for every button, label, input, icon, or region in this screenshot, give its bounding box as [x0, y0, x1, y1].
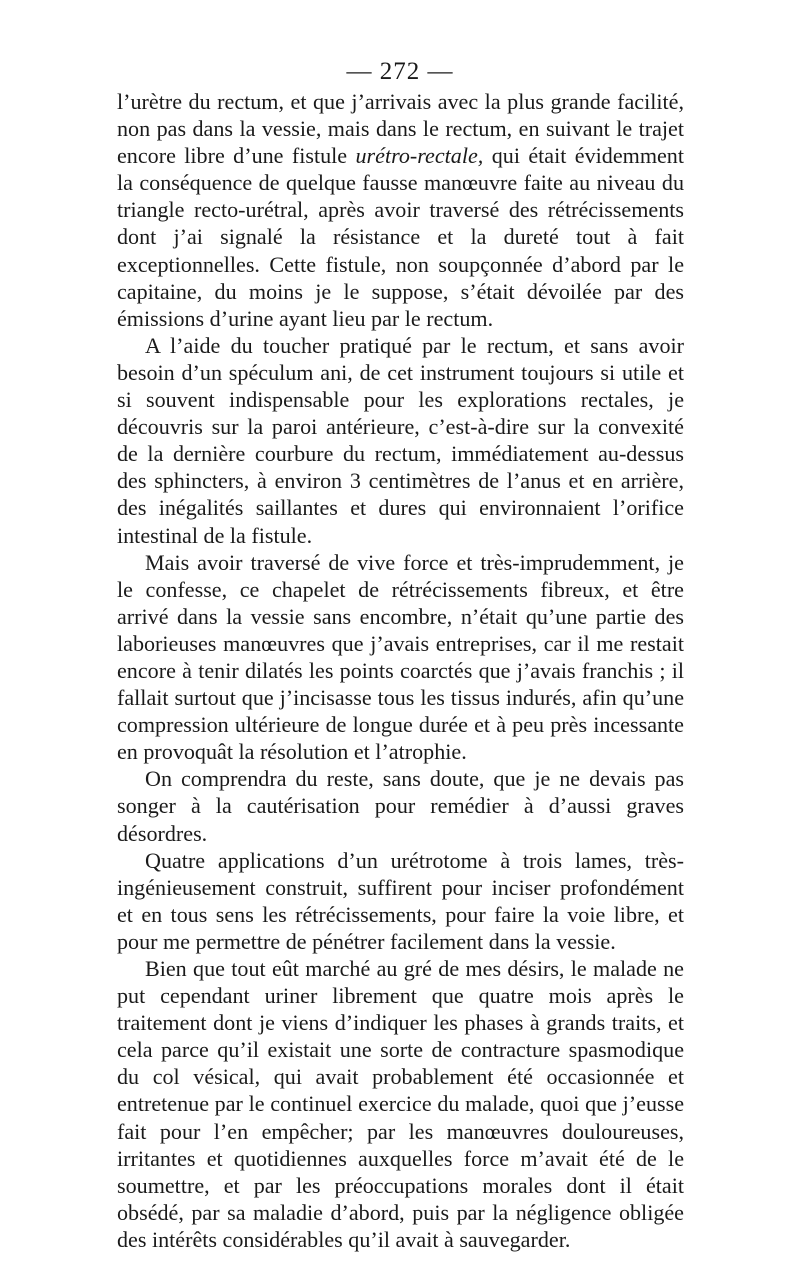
italic-term: urétro-rectale, — [355, 143, 484, 169]
paragraph-1-start: l’urètre du rectum, et que j’arrivais avec la plus grande facilité, non pas dans la vessie, mais dans le rectum, en suivant le trajet encore libre d’une fistule — [117, 89, 684, 169]
paragraph-1 — [117, 88, 684, 332]
page-number: — 272 — — [346, 58, 454, 85]
paragraph-5: Quatre applications d’un urétrotome à trois lames, très-ingénieusement construit, suffirent pour inciser profondément et en tous sens les rétrécissements, pour faire la voie libre, et pour me permettre de pénétrer facilement dans la vessie. — [117, 847, 684, 954]
paragraph-1-end: qui était évidemment la conséquence de quelque fausse manœuvre faite au niveau du triangle recto-urétral, après avoir traversé des rétrécissements dont j’ai signalé la résistance et la dureté tout à fait exceptionnelles. Cette fistule, non soupçonnée d’abord par le capitaine, du moins je le suppose, s’était dévoilée par des émissions d’urine ayant lieu par le rectum. — [117, 143, 684, 331]
paragraph-2: A l’aide du toucher pratiqué par le rectum, et sans avoir besoin d’un spéculum ani, de cet instrument toujours si utile et si souvent indispensable pour les explorations rectales, je découvris sur la paroi antérieure, c’est-à-dire sur la convexité de la dernière courbure du rectum, immédiatement au-dessus des sphincters, à environ 3 centimètres de l’anus et en arrière, des inégalités saillantes et dures qui environnaient l’orifice intestinal de la fistule. — [117, 332, 684, 548]
paragraph-3: Mais avoir traversé de vive force et très-imprudemment, je le confesse, ce chapelet de rétrécissements fibreux, et être arrivé dans la vessie sans encombre, n’était qu’une partie des laborieuses manœuvres que j’avais entreprises, car il me restait encore à tenir dilatés les points coarctés que j’avais franchis ; il fallait surtout que j’incisasse tous les tissus indurés, afin qu’une compression ultérieure de longue durée et à peu près incessante en provoquât la résolution et l’atrophie. — [117, 549, 684, 765]
paragraph-4: On comprendra du reste, sans doute, que je ne devais pas songer à la cautérisation pour remédier à d’aussi graves désordres. — [117, 766, 684, 846]
paragraph-6: Bien que tout eût marché au gré de mes désirs, le malade ne put cependant uriner librement que quatre mois après le traitement dont je viens d’indiquer les phases à grands traits, et cela parce qu’il existait une sorte de contracture spasmodique du col vésical, qui avait probablement été occasionnée et entretenue par le continuel exercice du malade, quoi que j’eusse fait pour l’en empêcher; par les manœuvres douloureuses, irritantes et quotidiennes auxquelles force m’avait été de le soumettre, et par les préoccupations morales dont il était obsédé, par sa maladie d’abord, puis par la négligence obligée des intérêts considérables qu’il avait à sauvegarder. — [117, 956, 684, 1252]
body-text — [117, 88, 684, 1253]
